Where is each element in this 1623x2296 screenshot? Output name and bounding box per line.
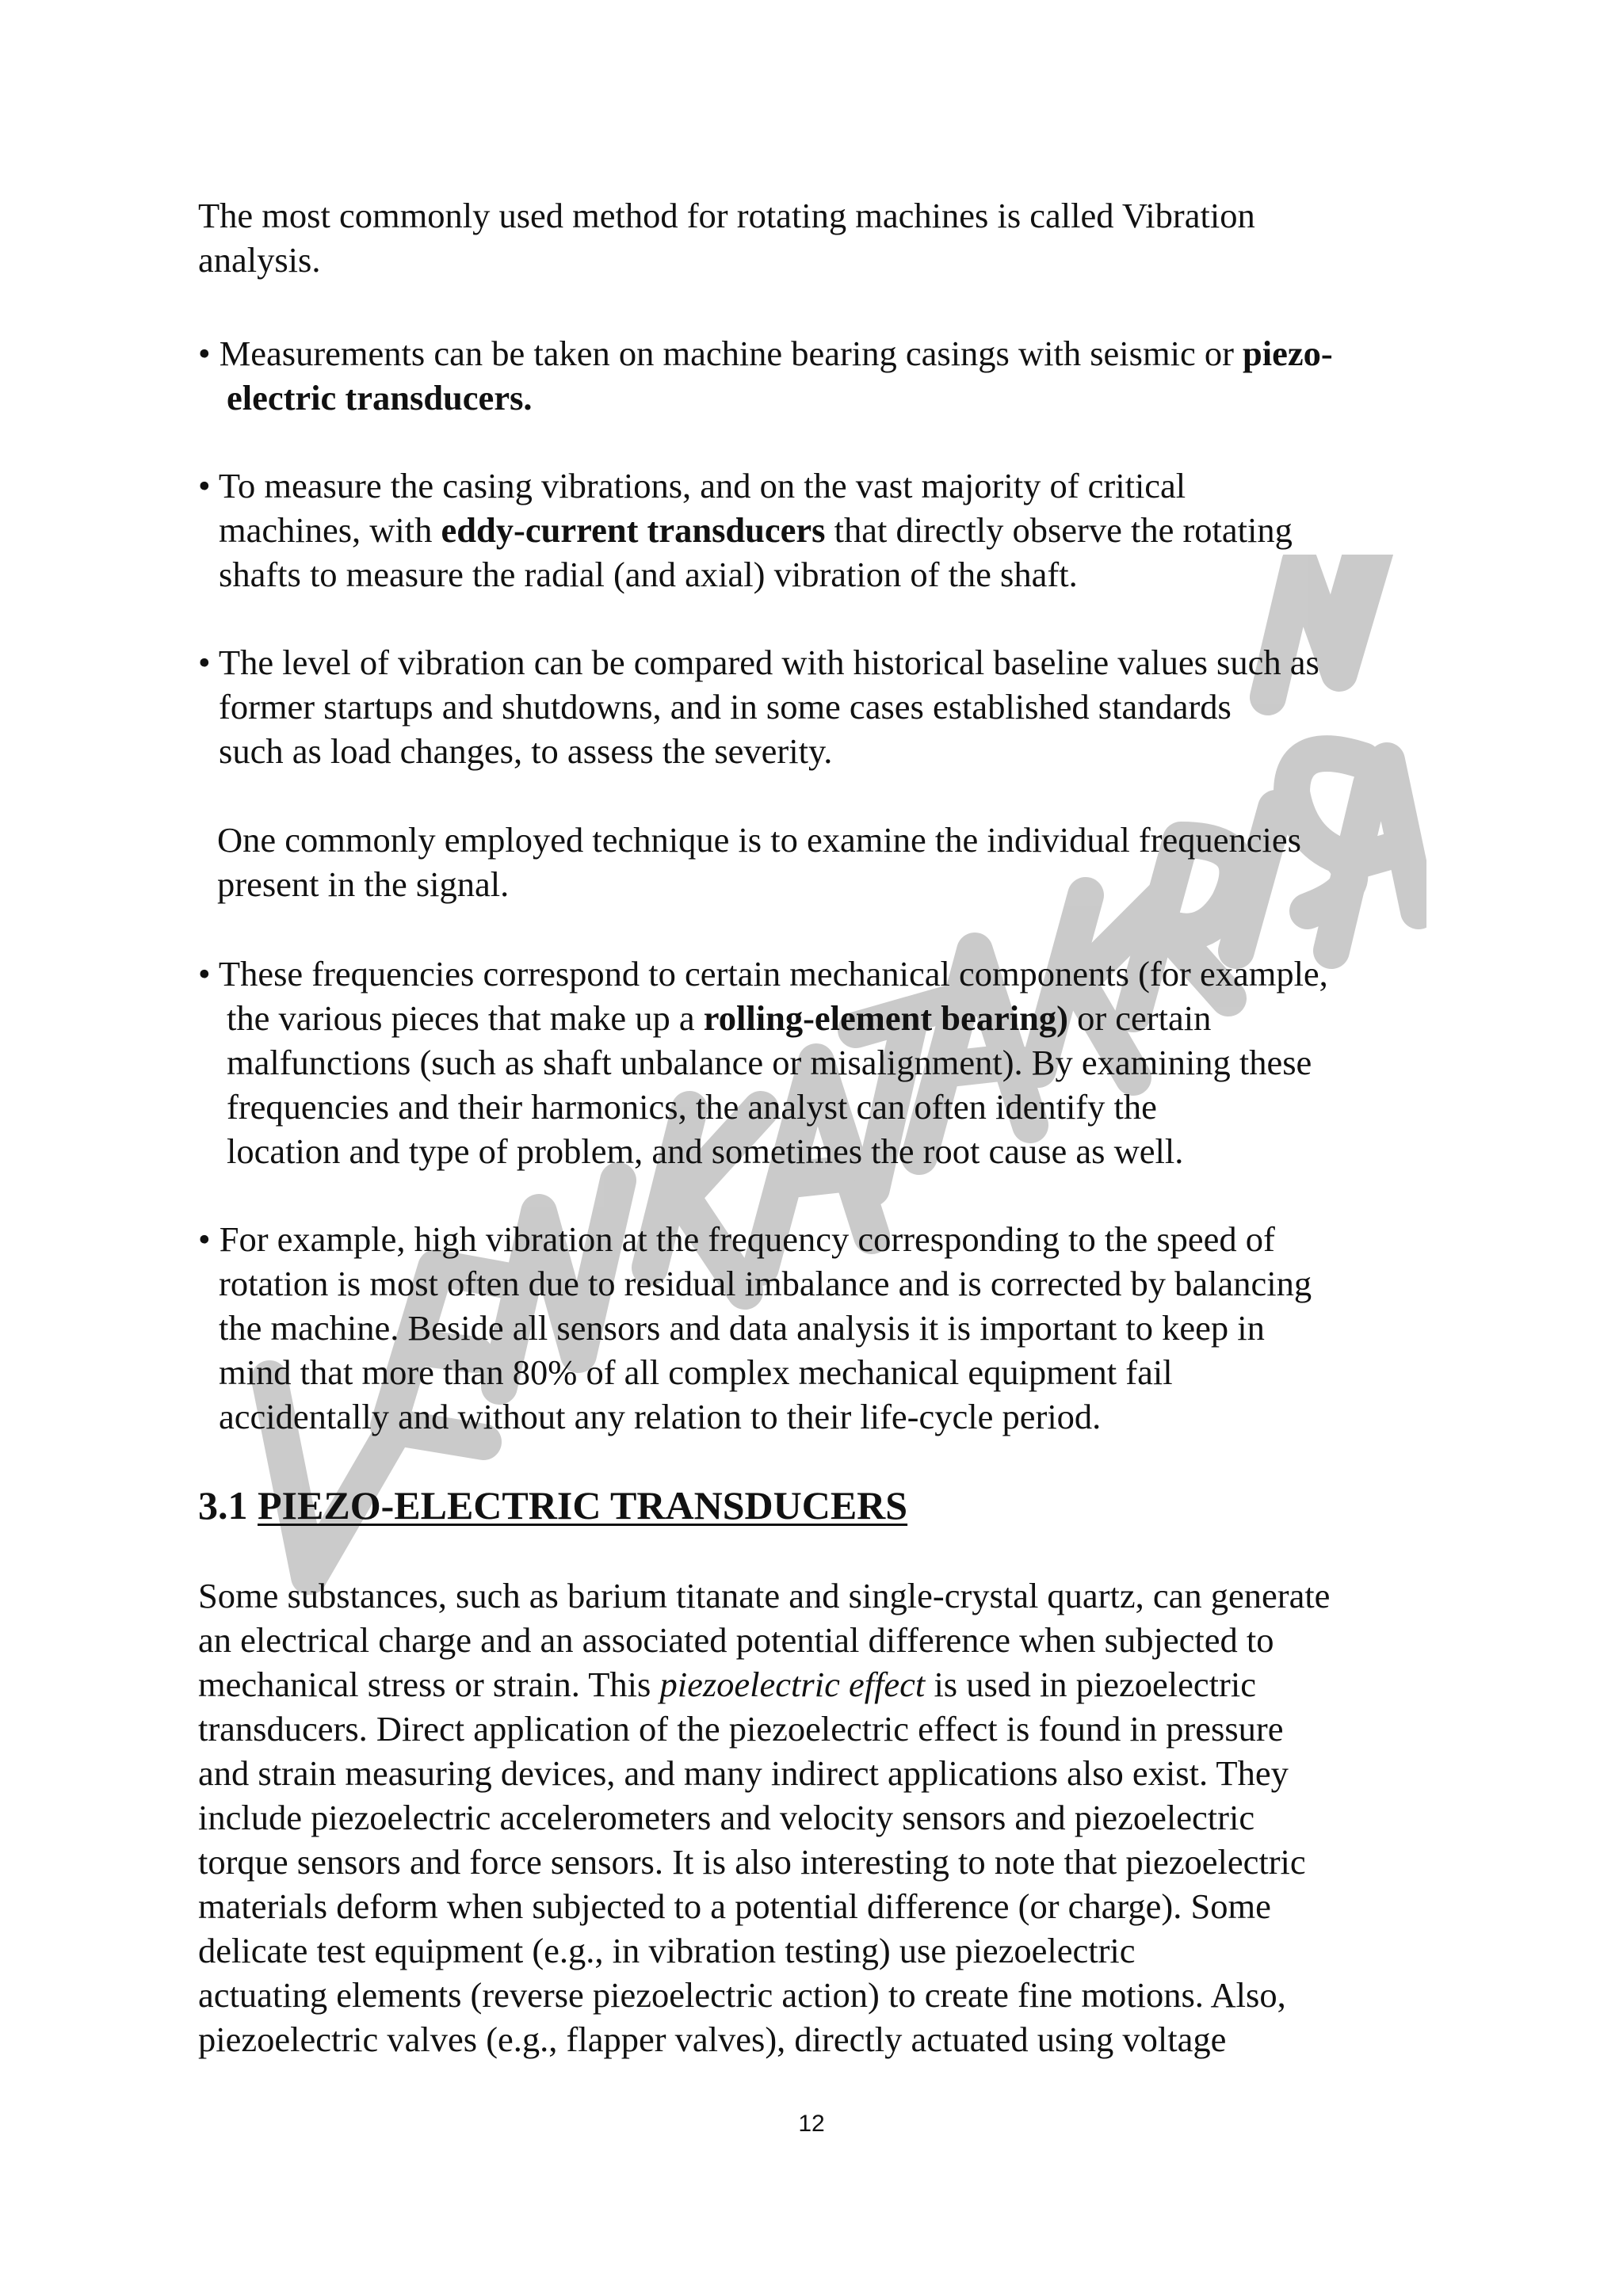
- bullet-line: [198, 996, 1434, 1040]
- bullet-line: rotation is most often due to residual imbalance and is corrected by balancing: [219, 1264, 1312, 1303]
- body-line: actuating elements (reverse piezoelectric action) to create fine motions. Also,: [198, 1975, 1286, 2015]
- italic-text: piezoelectric effect: [659, 1665, 926, 1704]
- body-line: piezoelectric valves (e.g., flapper valves), directly actuated using voltage: [198, 2019, 1227, 2059]
- intro-line: The most commonly used method for rotating machines is called Vibration: [198, 196, 1255, 235]
- bullet-measurements: [198, 331, 1434, 420]
- bullet-line: mind that more than 80% of all complex mechanical equipment fail: [219, 1352, 1173, 1392]
- text-span: mechanical stress or strain. This: [198, 1665, 660, 1704]
- bullet-line: the machine. Beside all sensors and data analysis it is important to keep in: [219, 1308, 1265, 1348]
- text-span: that directly observe the rotating: [825, 510, 1293, 550]
- body-line: Some substances, such as barium titanate and single-crystal quartz, can generate: [198, 1576, 1331, 1615]
- body-line: [198, 1662, 1434, 1707]
- bullet-line: frequencies and their harmonics, the analyst can often identify the: [227, 1087, 1157, 1127]
- body-line: materials deform when subjected to a potential difference (or charge). Some: [198, 1886, 1271, 1926]
- intro-paragraph: [198, 193, 1434, 282]
- text-span: is used in piezoelectric: [925, 1665, 1256, 1704]
- paragraph-line: present in the signal.: [217, 864, 510, 904]
- section-number: 3.1: [198, 1483, 258, 1527]
- body-line: torque sensors and force sensors. It is also interesting to note that piezoelectric: [198, 1842, 1306, 1882]
- bullet-example: [198, 1217, 1434, 1439]
- body-paragraph: [198, 1573, 1434, 2061]
- section-heading: [198, 1482, 1434, 1529]
- bullet-frequencies: [198, 952, 1434, 1173]
- intro-line: analysis.: [198, 240, 321, 280]
- page-number: 12: [798, 2111, 825, 2137]
- bullet-line: • The level of vibration can be compared with historical baseline values such as: [198, 643, 1319, 682]
- paragraph-line: One commonly employed technique is to examine the individual frequencies: [217, 820, 1301, 860]
- body-line: transducers. Direct application of the piezoelectric effect is found in pressure: [198, 1709, 1284, 1749]
- bullet-line: shafts to measure the radial (and axial) vibration of the shaft.: [219, 555, 1078, 594]
- bullet-line: • These frequencies correspond to certain mechanical components (for example,: [198, 954, 1328, 994]
- bullet-line: [198, 331, 1434, 376]
- body-line: an electrical charge and an associated potential difference when subjected to: [198, 1620, 1274, 1660]
- bullet-line: • To measure the casing vibrations, and on the vast majority of critical: [198, 466, 1186, 505]
- bullet-casing-vibrations: [198, 463, 1434, 597]
- body-line: include piezoelectric accelerometers and velocity sensors and piezoelectric: [198, 1798, 1255, 1837]
- text-span: • Measurements can be taken on machine bearing casings with seismic or: [198, 334, 1243, 373]
- bullet-line: • For example, high vibration at the frequency corresponding to the speed of: [198, 1219, 1275, 1259]
- bullet-line: former startups and shutdowns, and in some cases established standards: [219, 687, 1232, 727]
- bold-text: eddy-current transducers: [441, 510, 826, 550]
- bullet-line: [198, 508, 1434, 552]
- bold-text: rolling-element bearing): [703, 998, 1068, 1038]
- section-title: [198, 1482, 1434, 1529]
- bold-text: piezo-: [1243, 334, 1333, 373]
- section-title-text: PIEZO-ELECTRIC TRANSDUCERS: [258, 1483, 908, 1527]
- text-span: machines, with: [219, 510, 441, 550]
- bullet-line: [198, 376, 1434, 420]
- bullet-line: malfunctions (such as shaft unbalance or misalignment). By examining these: [227, 1043, 1312, 1082]
- bold-text: electric transducers.: [227, 378, 533, 418]
- bullet-line: location and type of problem, and sometimes the root cause as well.: [227, 1131, 1184, 1171]
- bullet-level-of-vibration: [198, 640, 1434, 773]
- bullet-line: such as load changes, to assess the severity.: [219, 731, 833, 771]
- text-span: or certain: [1067, 998, 1212, 1038]
- text-span: the various pieces that make up a: [227, 998, 704, 1038]
- bullet-line: accidentally and without any relation to their life-cycle period.: [219, 1397, 1102, 1436]
- technique-paragraph: [198, 818, 1434, 906]
- body-line: and strain measuring devices, and many indirect applications also exist. They: [198, 1753, 1289, 1793]
- body-line: delicate test equipment (e.g., in vibration testing) use piezoelectric: [198, 1931, 1136, 1970]
